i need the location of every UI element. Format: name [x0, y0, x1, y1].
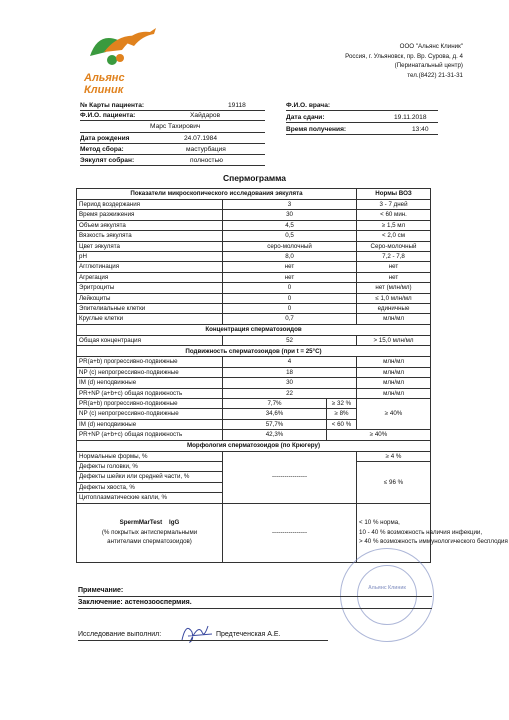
collected-row [80, 156, 265, 165]
table-row [77, 293, 431, 303]
param-value: 0 [223, 283, 357, 293]
table-row [77, 398, 431, 408]
param-value: 0,5 [223, 231, 357, 241]
mar-value: ----------------- [223, 503, 357, 562]
param-value: 0,7 [223, 314, 357, 324]
param-name: PR+NP (a+b+c) общая подвижность [77, 388, 223, 398]
method-value: мастурбация [186, 146, 226, 153]
morph-norm-normal: ≥ 4 % [357, 451, 431, 461]
clinic-address: Россия, г. Ульяновск, пр. Вр. Сурова, д. 4 [345, 52, 463, 60]
method-label: Метод сбора: [80, 146, 124, 153]
receipt-time-label: Время получения: [286, 126, 347, 133]
param-norm: ≥ 40% [327, 430, 431, 440]
param-name: Вязкость эякулята [77, 231, 223, 241]
clinic-logo [84, 22, 164, 96]
param-norm: ≤ 1,0 млн/мл [357, 293, 431, 303]
mar-desc-1: (% покрытых антиспермальными [101, 528, 198, 536]
param-name: Агрегация [77, 272, 223, 282]
card-number-value: 19118 [228, 102, 246, 109]
table-row [77, 388, 431, 398]
logo-text: Альянс Клиник [84, 72, 125, 96]
table-row [77, 283, 431, 293]
section-header-row [77, 324, 431, 335]
doctor-row [286, 101, 438, 110]
param-norm: млн/мл [357, 378, 431, 388]
note-label: Примечание: [78, 587, 124, 594]
param-value: 8,0 [223, 252, 357, 262]
table-row [77, 357, 431, 367]
motility-title: Подвижность сперматозоидов (при t = 25°C) [77, 346, 431, 357]
table-row [77, 304, 431, 314]
param-value: 30 [223, 378, 357, 388]
collected-value: полностью [190, 157, 223, 164]
param-name: IM (d) неподвижные [77, 378, 223, 388]
param-norm: млн/мл [357, 388, 431, 398]
concentration-title: Концентрация сперматозоидов [77, 324, 431, 335]
param-norm: нет (млн/мл) [357, 283, 431, 293]
param-name: Период воздержания [77, 200, 223, 210]
table-row [77, 367, 431, 377]
param-norm: единичные [357, 304, 431, 314]
spermogram-table [76, 188, 508, 563]
mar-title: SpermMarTest [119, 519, 163, 527]
table-row [77, 231, 431, 241]
receipt-time-row [286, 125, 438, 134]
param-value: нет [223, 272, 357, 282]
param-value: 0 [223, 293, 357, 303]
param-name: Эритроциты [77, 283, 223, 293]
param-name: Круглые клетки [77, 314, 223, 324]
param-value: 52 [223, 335, 357, 345]
patient-name-row [80, 111, 265, 120]
clinic-stamp [340, 548, 434, 642]
submission-date-label: Дата сдачи: [286, 114, 325, 121]
param-value: 30 [223, 210, 357, 220]
param-name: Время разжижения [77, 210, 223, 220]
submission-date-row [286, 113, 438, 122]
param-value: 0 [223, 304, 357, 314]
patient-surname: Хайдаров [190, 112, 221, 119]
param-value: 34,6% [223, 409, 327, 419]
morph-value: ----------------- [223, 451, 357, 503]
conclusion-label: Заключение: [78, 599, 123, 606]
param-name: PR(a+b) прогрессивно-подвижные [77, 357, 223, 367]
param-value: 4 [223, 357, 357, 367]
param-name: Агглютинация [77, 262, 223, 272]
param-norm: < 60 мин. [357, 210, 431, 220]
performed-label: Исследование выполнил: [78, 631, 162, 638]
param-value: 3 [223, 200, 357, 210]
param-norm: ≥ 1,5 мл [357, 220, 431, 230]
spermogram-table-body [77, 189, 508, 563]
param-name: Дефекты шейки или средней части, % [77, 472, 223, 482]
param-name: Дефекты головки, % [77, 461, 223, 471]
param-norm: млн/мл [357, 367, 431, 377]
table-row [77, 220, 431, 230]
param-norm: > 15,0 млн/мл [357, 335, 431, 345]
table-row [77, 210, 431, 220]
table-row [77, 335, 431, 345]
submission-date-value: 19.11.2018 [394, 114, 427, 121]
param-value: 22 [223, 388, 357, 398]
param-name: Дефекты хвоста, % [77, 482, 223, 492]
param-name: Объем эякулята [77, 220, 223, 230]
morphology-title: Морфология сперматозоидов (по Крюгеру) [77, 440, 431, 451]
table-row [77, 252, 431, 262]
param-value: 42,3% [223, 430, 327, 440]
param-norm: нет [357, 262, 431, 272]
conclusion-value: астенозооспермия. [124, 599, 192, 606]
clinic-name: ООО "Альянс Клиник" [399, 43, 463, 50]
table-row [77, 241, 431, 251]
param-norm: млн/мл [357, 357, 431, 367]
table-row [77, 272, 431, 282]
table-row [77, 430, 431, 440]
mar-note-1: < 10 % норма, [359, 519, 400, 527]
param-norm: 3 - 7 дней [357, 200, 431, 210]
collected-label: Эякулят собран: [80, 157, 135, 164]
param-name: Общая концентрация [77, 335, 223, 345]
motility-side-norm: ≥ 40% [357, 398, 431, 429]
page-title: Спермограмма [222, 173, 287, 183]
param-value: 57,7% [223, 419, 327, 429]
table-header-row [77, 189, 431, 200]
param-norm: < 60 % [327, 419, 357, 429]
param-value: нет [223, 262, 357, 272]
birth-date-value: 24.07.1984 [184, 135, 218, 142]
table-row [77, 451, 431, 461]
section-header-row [77, 440, 431, 451]
table-row [77, 378, 431, 388]
mar-igg: IgG [169, 519, 180, 527]
clinic-center: (Перинатальный центр) [394, 62, 463, 69]
param-value: серо-молочный [223, 241, 357, 251]
performed-by: Предтеченская А.Е. [216, 631, 281, 638]
patient-name-label: Ф.И.О. пациента: [80, 112, 136, 119]
param-value: 4,5 [223, 220, 357, 230]
receipt-time-value: 13:40 [412, 126, 429, 133]
table-header-right: Нормы ВОЗ [357, 189, 431, 200]
stamp-text: Альянс Клиник [368, 585, 406, 591]
clinic-info [345, 42, 463, 80]
mar-desc-2: антителами сперматозоидов) [107, 538, 192, 546]
card-number-row [80, 101, 265, 110]
param-norm: Серо-молочный [357, 241, 431, 251]
mar-note-3: > 40 % возможность иммунологического бесплодия [359, 538, 508, 546]
table-row [77, 200, 431, 210]
mar-test-cell [77, 503, 223, 562]
param-norm: нет [357, 272, 431, 282]
method-row [80, 145, 265, 154]
patient-name-row-2 [80, 122, 265, 131]
card-number-label: № Карты пациента: [80, 102, 145, 109]
table-row [77, 314, 431, 324]
param-norm: 7,2 - 7,8 [357, 252, 431, 262]
doctor-label: Ф.И.О. врача: [286, 102, 331, 109]
param-name: PR+NP (a+b+c) общая подвижность [77, 430, 223, 440]
table-header-left: Показатели микроскопического исследования эякулята [77, 189, 357, 200]
param-name: IM (d) неподвижные [77, 419, 223, 429]
performed-row [78, 631, 161, 638]
birth-date-row [80, 134, 265, 143]
section-header-row [77, 346, 431, 357]
clinic-phone: тел.(8422) 21-31-31 [407, 71, 463, 79]
param-norm: ≥ 32 % [327, 398, 357, 408]
param-value: 18 [223, 367, 357, 377]
param-name: Лейкоциты [77, 293, 223, 303]
param-name: pH [77, 252, 223, 262]
stork-logo-icon [84, 22, 164, 72]
param-value: 7,7% [223, 398, 327, 408]
birth-date-label: Дата рождения [80, 135, 130, 142]
param-name: PR(a+b) прогрессивно-подвижные [77, 398, 223, 408]
morph-norm-defects: ≤ 96 % [357, 461, 431, 503]
mar-note-2: 10 - 40 % возможность наличия инфекции, [359, 528, 483, 536]
param-norm: млн/мл [357, 314, 431, 324]
param-norm: ≥ 8% [327, 409, 357, 419]
param-norm: < 2,0 см [357, 231, 431, 241]
note-row [78, 587, 432, 594]
param-name: Цитоплазматические капли, % [77, 493, 223, 503]
patient-given-name: Марс Тахирович [150, 123, 201, 130]
conclusion-row [78, 599, 432, 606]
signature-icon [178, 618, 214, 648]
param-name: NP (c) непрогрессивно-подвижные [77, 409, 223, 419]
param-name: NP (c) непрогрессивно-подвижные [77, 367, 223, 377]
param-name: Эпителиальные клетки [77, 304, 223, 314]
param-name: Цвет эякулята [77, 241, 223, 251]
param-name: Нормальные формы, % [77, 451, 223, 461]
table-row [77, 262, 431, 272]
